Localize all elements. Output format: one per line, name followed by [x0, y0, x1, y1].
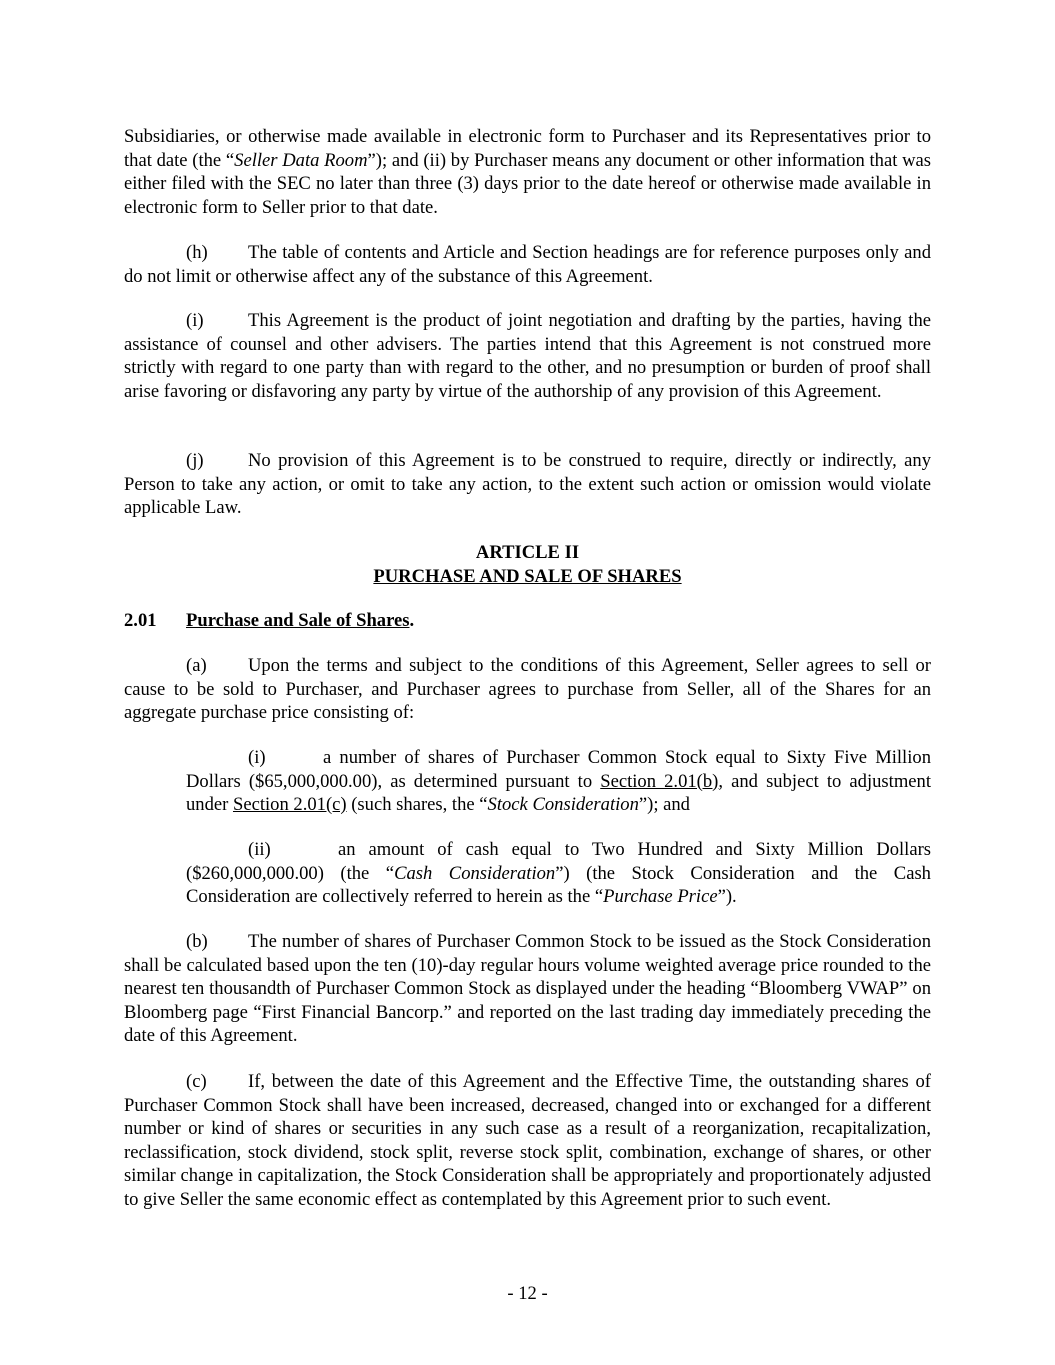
- defined-term-purchase-price: Purchase Price: [603, 886, 718, 908]
- subparagraph-i-text-b: , and subject to adjustment under: [186, 770, 932, 816]
- section-title-period: .: [409, 610, 415, 631]
- paragraph-c: [124, 1070, 931, 1212]
- paragraph-b-text: The number of shares of Purchaser Common Stock to be issued as the Stock Consideration shall be calculated based upon the ten (10)-day regular hours volume weighted average price rounded to the nearest ten thousandth of Purchaser Common Stock as displayed under the heading “Bloomberg VWAP” on Bloomberg page “First Financial Bancorp.” and reported on the last trading day immediately preceding the date of this Agreement.: [124, 931, 931, 1047]
- intro-text-a: Subsidiaries, or otherwise made available in electronic form to Purchaser and its Representatives prior to that date (the “: [124, 126, 931, 171]
- paragraph-c-text: If, between the date of this Agreement and the Effective Time, the outstanding shares of Purchaser Common Stock shall have been increased, decreased, changed into or exchanged for a different number or kind of shares or securities in any such case as a result of a reorganization, recapitalization, reclassification, stock dividend, stock split, reverse stock split, combination, exchange of shares, or other similar change in capitalization, the Stock Consideration shall be appropriately and proportionately adjusted to give Seller the same economic effect as contemplated by this Agreement prior to such event.: [124, 1071, 931, 1210]
- section-reference-201c: Section 2.01(c): [232, 794, 347, 816]
- subparagraph-ii-text-b: ”) (the Stock Consideration and the Cash Consideration are collectively referred to herein as the “: [186, 862, 931, 908]
- section-reference-201b: Section 2.01(b): [600, 770, 719, 792]
- article-title-text: PURCHASE AND SALE OF SHARES: [373, 566, 682, 587]
- subparagraph-i-label: (i): [248, 747, 266, 768]
- paragraph-a: [124, 654, 931, 725]
- paragraph-h-label: (h): [186, 242, 208, 263]
- paragraph-b: [124, 930, 931, 1048]
- intro-paragraph: [124, 125, 931, 219]
- section-number: 2.01: [124, 610, 157, 631]
- subparagraph-ii: [186, 838, 931, 909]
- paragraph-h: [124, 241, 931, 288]
- subparagraph-i: [186, 746, 931, 817]
- paragraph-i-label: (i): [186, 310, 204, 331]
- section-heading: [124, 609, 414, 633]
- paragraph-h-text: The table of contents and Article and Section headings are for reference purposes only and do not limit or otherwise affect any of the substance of this Agreement.: [124, 242, 931, 287]
- page-number: - 12 -: [507, 1283, 548, 1304]
- paragraph-j-label: (j): [186, 450, 204, 471]
- subparagraph-ii-label: (ii): [248, 839, 271, 860]
- defined-term-stock-consideration: Stock Consideration: [487, 794, 639, 816]
- intro-text-c: ”); and (ii) by Purchaser means any document or other information that was either filed with the SEC no later than three (3) days prior to the date hereof or otherwise made available in electronic form to Seller prior to that date.: [124, 149, 932, 218]
- paragraph-a-label: (a): [186, 655, 207, 676]
- subparagraph-i-text-d: ”); and: [638, 794, 690, 816]
- article-title: [124, 565, 931, 589]
- subparagraph-ii-text-a: an amount of cash equal to Two Hundred and Sixty Million Dollars ($260,000,000.00) (the “: [186, 839, 931, 884]
- subparagraph-i-text-a: a number of shares of Purchaser Common Stock equal to Sixty Five Million Dollars ($65,000,000.00), as determined pursuant to: [186, 747, 931, 792]
- subparagraph-ii-text-c: ”).: [717, 886, 737, 908]
- paragraph-i: [124, 309, 931, 403]
- paragraph-c-label: (c): [186, 1071, 207, 1092]
- subparagraph-i-text-c: (such shares, the “: [346, 794, 488, 816]
- paragraph-i-text: This Agreement is the product of joint negotiation and drafting by the parties, having the assistance of counsel and other advisers. The parties intend that this Agreement is not construed more strictly with regard to one party than with regard to the other, and no presumption or burden of proof shall arise favoring or disfavoring any party by virtue of the authorship of any provision of this Agreement.: [124, 310, 931, 402]
- defined-term-cash-consideration: Cash Consideration: [394, 862, 556, 884]
- section-title: Purchase and Sale of Shares: [186, 610, 410, 631]
- article-number: ARTICLE II: [475, 542, 580, 563]
- paragraph-j-text: No provision of this Agreement is to be construed to require, directly or indirectly, any Person to take any action, or omit to take any action, to the extent such action or omission would violate applicable Law.: [124, 450, 931, 519]
- paragraph-a-text: Upon the terms and subject to the conditions of this Agreement, Seller agrees to sell or cause to be sold to Purchaser, and Purchaser agrees to purchase from Seller, all of the Shares for an aggregate purchase price consisting of:: [124, 655, 931, 724]
- intro-defined-term: Seller Data Room: [234, 149, 368, 171]
- paragraph-b-label: (b): [186, 931, 208, 952]
- paragraph-j: [124, 449, 931, 520]
